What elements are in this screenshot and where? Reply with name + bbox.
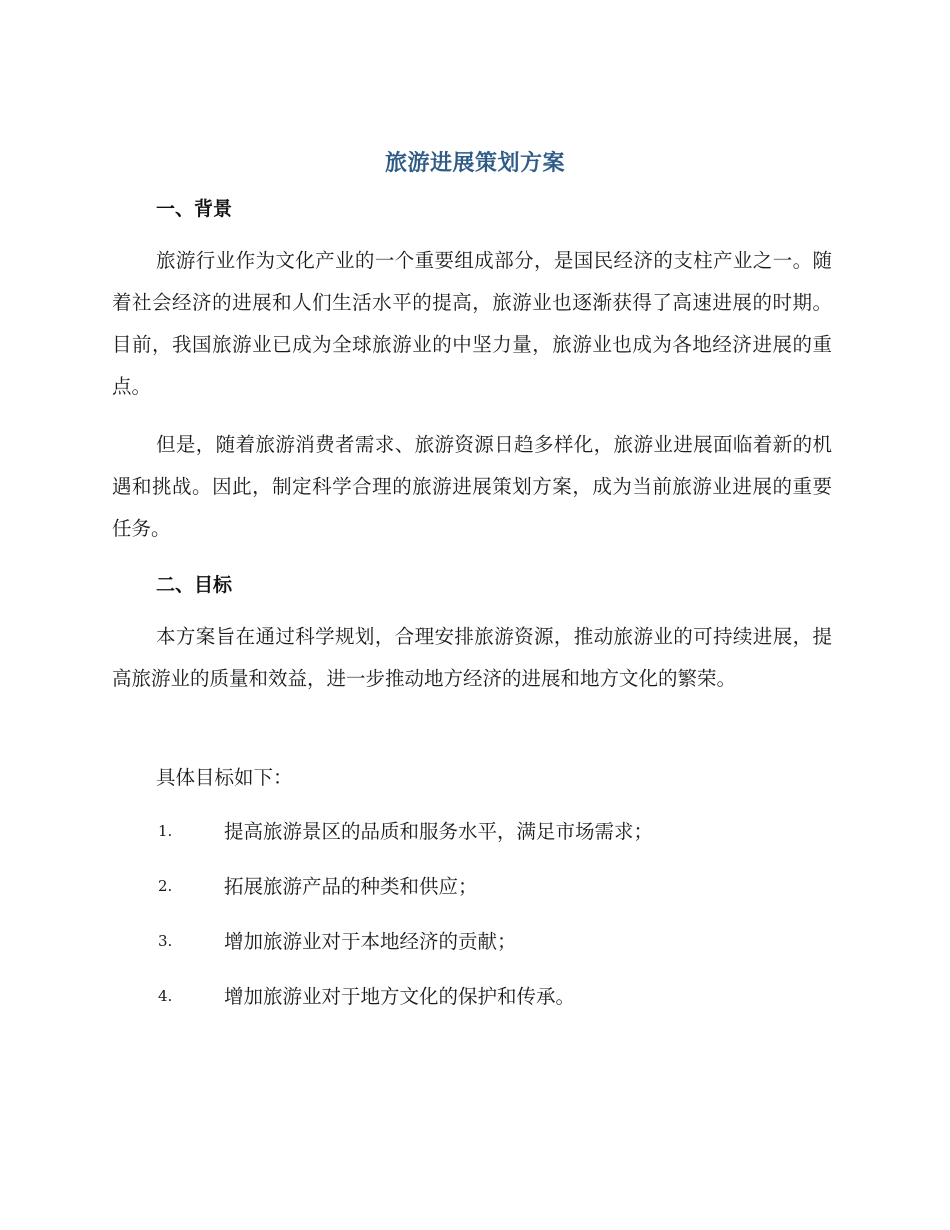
list-number: 2. <box>158 877 173 895</box>
document-title: 旅游进展策划方案 <box>384 151 565 176</box>
section-heading-goals: 二、目标 <box>156 574 233 596</box>
list-text: 增加旅游业对于本地经济的贡献； <box>224 930 517 953</box>
goal-list-item <box>0 975 950 1017</box>
list-text: 增加旅游业对于地方文化的保护和传承。 <box>224 985 576 1008</box>
goal-list-item <box>0 810 950 852</box>
section-heading-background: 一、背景 <box>156 198 233 220</box>
background-paragraph-1: 旅游行业作为文化产业的一个重要组成部分，是国民经济的支柱产业之一。随着社会经济的进展和人们生活水平的提高，旅游业也逐渐获得了高速进展的时期。目前，我国旅游业已成为全球旅游业的中坚力量，旅游业也成为各地经济进展的重点。 <box>112 249 832 398</box>
list-number: 4. <box>158 987 173 1005</box>
list-number: 1. <box>158 822 173 840</box>
goal-list-item <box>0 920 950 962</box>
goals-paragraph-1: 本方案旨在通过科学规划，合理安排旅游资源，推动旅游业的可持续进展，提高旅游业的质量和效益，进一步推动地方经济的进展和地方文化的繁荣。 <box>112 625 832 690</box>
background-paragraph-2: 但是，随着旅游消费者需求、旅游资源日趋多样化，旅游业进展面临着新的机遇和挑战。因此，制定科学合理的旅游进展策划方案，成为当前旅游业进展的重要任务。 <box>112 433 832 540</box>
list-text: 拓展旅游产品的种类和供应； <box>224 875 478 898</box>
list-number: 3. <box>158 932 173 950</box>
goals-paragraph-2: 具体目标如下： <box>156 766 293 789</box>
goal-list-item <box>0 865 950 907</box>
list-text: 提高旅游景区的品质和服务水平，满足市场需求； <box>224 820 654 843</box>
